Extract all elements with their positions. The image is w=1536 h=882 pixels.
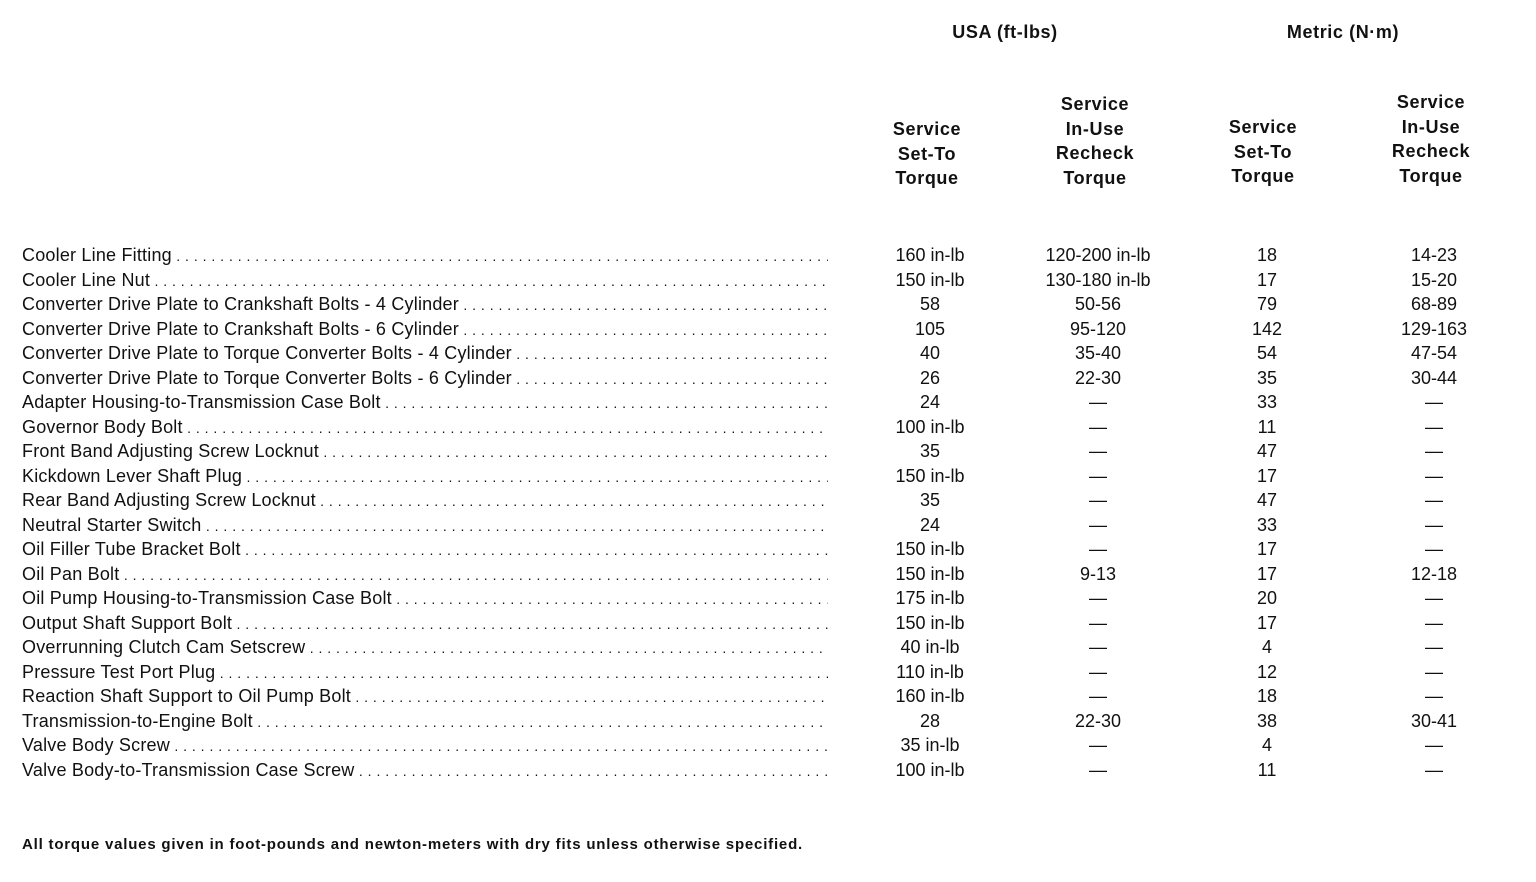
metric-recheck-value: — bbox=[1425, 759, 1443, 780]
usa-set-to-header-line: Torque bbox=[895, 168, 959, 188]
metric-set-to-value: 54 bbox=[1256, 343, 1278, 363]
metric-set-to-value: 4 bbox=[1261, 735, 1272, 755]
usa-recheck-value: 9-13 bbox=[1079, 563, 1117, 584]
metric-recheck-value: — bbox=[1425, 441, 1443, 461]
usa-set-to-value: 40 bbox=[919, 343, 941, 363]
metric-set-to-value: 18 bbox=[1256, 686, 1278, 706]
usa-recheck-value: — bbox=[1089, 637, 1107, 657]
metric-recheck-value: 47-54 bbox=[1410, 343, 1458, 363]
usa-set-to-header-line: Service bbox=[892, 119, 962, 139]
metric-group-header: Metric (N·m) bbox=[1286, 22, 1400, 42]
row-label: Converter Drive Plate to Torque Converter Bolts - 4 Cylinder . . . bbox=[22, 341, 828, 367]
table-row bbox=[0, 709, 1536, 734]
metric-recheck-value: — bbox=[1425, 588, 1443, 608]
metric-set-to-value: 142 bbox=[1251, 318, 1283, 339]
row-label: Governor Body Bolt . . . bbox=[22, 415, 828, 441]
metric-set-to-value: 4 bbox=[1261, 637, 1272, 657]
table-row bbox=[0, 537, 1536, 562]
table-row bbox=[0, 439, 1536, 464]
metric-set-to-header bbox=[1188, 115, 1338, 189]
metric-set-to-value: 11 bbox=[1257, 416, 1277, 437]
metric-set-to-value: 17 bbox=[1256, 539, 1278, 559]
usa-set-to-value: 150 in-lb bbox=[895, 612, 965, 633]
usa-recheck-value: 22-30 bbox=[1074, 367, 1122, 388]
metric-recheck-value: — bbox=[1425, 735, 1443, 755]
table-row bbox=[0, 464, 1536, 489]
metric-recheck-header-line: Recheck bbox=[1391, 141, 1471, 161]
metric-set-to-value: 47 bbox=[1256, 490, 1278, 510]
row-label: Oil Pump Housing-to-Transmission Case Bolt . . . bbox=[22, 586, 828, 612]
usa-recheck-header-line: Service bbox=[1060, 94, 1130, 114]
metric-recheck-value: — bbox=[1425, 490, 1443, 510]
usa-set-to-value: 150 in-lb bbox=[895, 465, 965, 486]
metric-set-to-value: 17 bbox=[1256, 563, 1278, 584]
metric-recheck-value: 30-44 bbox=[1410, 367, 1458, 388]
table-row bbox=[0, 243, 1536, 268]
usa-recheck-value: — bbox=[1089, 759, 1107, 780]
metric-recheck-value: — bbox=[1425, 661, 1443, 682]
usa-recheck-value: — bbox=[1089, 686, 1107, 706]
metric-set-to-value: 79 bbox=[1256, 294, 1278, 314]
table-row bbox=[0, 292, 1536, 317]
metric-set-to-value: 47 bbox=[1256, 441, 1278, 461]
usa-recheck-header-line: In-Use bbox=[1065, 118, 1125, 139]
table-row bbox=[0, 366, 1536, 391]
usa-set-to-value: 110 in-lb bbox=[896, 661, 964, 682]
usa-set-to-value: 58 bbox=[919, 294, 941, 314]
row-label: Oil Pan Bolt . . . bbox=[22, 562, 828, 588]
row-label: Valve Body-to-Transmission Case Screw . . . bbox=[22, 758, 828, 784]
usa-set-to-value: 35 bbox=[919, 490, 941, 510]
usa-set-to-value: 150 in-lb bbox=[895, 539, 965, 559]
row-label: Neutral Starter Switch . . . bbox=[22, 513, 828, 539]
usa-recheck-value: — bbox=[1089, 441, 1107, 461]
metric-recheck-value: 30-41 bbox=[1410, 710, 1458, 731]
metric-recheck-value: 68-89 bbox=[1410, 294, 1458, 314]
usa-recheck-header bbox=[1020, 92, 1170, 190]
table-row bbox=[0, 586, 1536, 611]
metric-set-to-value: 12 bbox=[1256, 661, 1278, 682]
metric-recheck-value: 14-23 bbox=[1410, 245, 1458, 265]
table-row bbox=[0, 341, 1536, 366]
metric-recheck-value: — bbox=[1425, 686, 1443, 706]
torque-table bbox=[0, 243, 1536, 782]
row-label: Converter Drive Plate to Crankshaft Bolts - 4 Cylinder . . . bbox=[22, 292, 828, 318]
metric-set-to-header-line: Set-To bbox=[1233, 141, 1293, 162]
metric-set-to-value: 17 bbox=[1256, 269, 1278, 290]
usa-recheck-value: — bbox=[1089, 490, 1107, 510]
metric-set-to-value: 20 bbox=[1256, 588, 1278, 608]
row-label: Oil Filler Tube Bracket Bolt . . . bbox=[22, 537, 828, 563]
metric-recheck-value: 15-20 bbox=[1410, 269, 1458, 290]
metric-recheck-header-line: In-Use bbox=[1401, 116, 1461, 137]
table-row bbox=[0, 415, 1536, 440]
usa-set-to-value: 26 bbox=[919, 367, 941, 388]
table-row bbox=[0, 758, 1536, 783]
row-label: Pressure Test Port Plug . . . bbox=[22, 660, 828, 686]
table-row bbox=[0, 513, 1536, 538]
row-label: Output Shaft Support Bolt . . . bbox=[22, 611, 828, 637]
table-row bbox=[0, 317, 1536, 342]
usa-recheck-value: — bbox=[1089, 612, 1107, 633]
usa-set-to-value: 150 in-lb bbox=[895, 563, 965, 584]
usa-set-to-value: 100 in-lb bbox=[895, 416, 965, 437]
table-row bbox=[0, 268, 1536, 293]
usa-recheck-value: — bbox=[1089, 661, 1107, 682]
table-row bbox=[0, 733, 1536, 758]
row-label: Cooler Line Nut . . . bbox=[22, 268, 828, 294]
row-label: Front Band Adjusting Screw Locknut . . . bbox=[22, 439, 828, 465]
usa-set-to-value: 160 in-lb bbox=[895, 686, 965, 706]
metric-recheck-header bbox=[1356, 90, 1506, 188]
table-row bbox=[0, 562, 1536, 587]
metric-set-to-value: 18 bbox=[1256, 245, 1278, 265]
metric-set-to-header-line: Service bbox=[1228, 117, 1298, 137]
metric-recheck-value: — bbox=[1425, 637, 1443, 657]
usa-recheck-header-line: Recheck bbox=[1055, 143, 1135, 163]
metric-set-to-value: 38 bbox=[1256, 710, 1278, 731]
metric-set-to-value: 33 bbox=[1256, 514, 1278, 535]
usa-recheck-header-line: Torque bbox=[1063, 167, 1127, 188]
usa-recheck-value: — bbox=[1089, 588, 1107, 608]
usa-set-to-value: 175 in-lb bbox=[895, 588, 965, 608]
metric-recheck-value: — bbox=[1425, 416, 1443, 437]
usa-set-to-value: 160 in-lb bbox=[895, 245, 965, 265]
usa-set-to-value: 35 in-lb bbox=[900, 735, 960, 755]
row-label: Overrunning Clutch Cam Setscrew . . . bbox=[22, 635, 828, 661]
metric-recheck-value: — bbox=[1425, 392, 1443, 412]
row-label: Adapter Housing-to-Transmission Case Bolt . . . bbox=[22, 390, 828, 416]
metric-recheck-value: — bbox=[1425, 465, 1443, 486]
usa-set-to-value: 105 bbox=[914, 318, 946, 339]
table-row bbox=[0, 611, 1536, 636]
usa-set-to-value: 24 bbox=[919, 392, 941, 412]
row-label: Rear Band Adjusting Screw Locknut . . . bbox=[22, 488, 828, 514]
metric-recheck-value: — bbox=[1425, 612, 1443, 633]
usa-set-to-value: 100 in-lb bbox=[895, 759, 965, 780]
usa-recheck-value: 120-200 in-lb bbox=[1045, 245, 1151, 265]
metric-set-to-value: 11 bbox=[1257, 759, 1277, 780]
row-label: Kickdown Lever Shaft Plug . . . bbox=[22, 464, 828, 490]
metric-set-to-header-line: Torque bbox=[1231, 166, 1295, 186]
usa-recheck-value: 35-40 bbox=[1074, 343, 1122, 363]
usa-recheck-value: — bbox=[1089, 416, 1107, 437]
footnote: All torque values given in foot-pounds and newton-meters with dry fits unless otherwise specified. bbox=[22, 836, 803, 853]
usa-recheck-value: 50-56 bbox=[1074, 294, 1122, 314]
usa-recheck-value: — bbox=[1089, 539, 1107, 559]
usa-recheck-value: — bbox=[1089, 735, 1107, 755]
table-row bbox=[0, 684, 1536, 709]
metric-set-to-value: 33 bbox=[1256, 392, 1278, 412]
usa-set-to-value: 35 bbox=[919, 441, 941, 461]
row-label: Valve Body Screw . . . bbox=[22, 733, 828, 759]
row-label: Reaction Shaft Support to Oil Pump Bolt . . . bbox=[22, 684, 828, 710]
table-row bbox=[0, 660, 1536, 685]
usa-recheck-value: — bbox=[1089, 392, 1107, 412]
row-label: Converter Drive Plate to Torque Converter Bolts - 6 Cylinder . . . bbox=[22, 366, 828, 392]
metric-recheck-header-line: Torque bbox=[1399, 165, 1463, 186]
metric-recheck-header-line: Service bbox=[1396, 92, 1466, 112]
usa-set-to-header-line: Set-To bbox=[897, 143, 957, 164]
usa-recheck-value: 22-30 bbox=[1074, 710, 1122, 731]
metric-set-to-value: 17 bbox=[1256, 612, 1278, 633]
metric-recheck-value: — bbox=[1425, 514, 1443, 535]
row-label: Converter Drive Plate to Crankshaft Bolts - 6 Cylinder . . . bbox=[22, 317, 828, 343]
usa-recheck-value: — bbox=[1089, 465, 1107, 486]
usa-group-header: USA (ft-lbs) bbox=[952, 22, 1058, 42]
usa-set-to-value: 150 in-lb bbox=[895, 269, 965, 290]
usa-recheck-value: 130-180 in-lb bbox=[1045, 269, 1151, 290]
usa-set-to-value: 40 in-lb bbox=[900, 637, 960, 657]
metric-recheck-value: 12-18 bbox=[1410, 563, 1458, 584]
usa-recheck-value: — bbox=[1089, 514, 1107, 535]
metric-recheck-value: 129-163 bbox=[1400, 318, 1468, 339]
metric-set-to-value: 35 bbox=[1256, 367, 1278, 388]
table-row bbox=[0, 390, 1536, 415]
metric-recheck-value: — bbox=[1425, 539, 1443, 559]
usa-set-to-value: 28 bbox=[919, 710, 941, 731]
row-label: Transmission-to-Engine Bolt . . . bbox=[22, 709, 828, 735]
row-label: Cooler Line Fitting . . . bbox=[22, 243, 828, 269]
usa-set-to-header bbox=[852, 117, 1002, 191]
table-row bbox=[0, 635, 1536, 660]
usa-recheck-value: 95-120 bbox=[1069, 318, 1127, 339]
metric-set-to-value: 17 bbox=[1256, 465, 1278, 486]
table-row bbox=[0, 488, 1536, 513]
usa-set-to-value: 24 bbox=[919, 514, 941, 535]
